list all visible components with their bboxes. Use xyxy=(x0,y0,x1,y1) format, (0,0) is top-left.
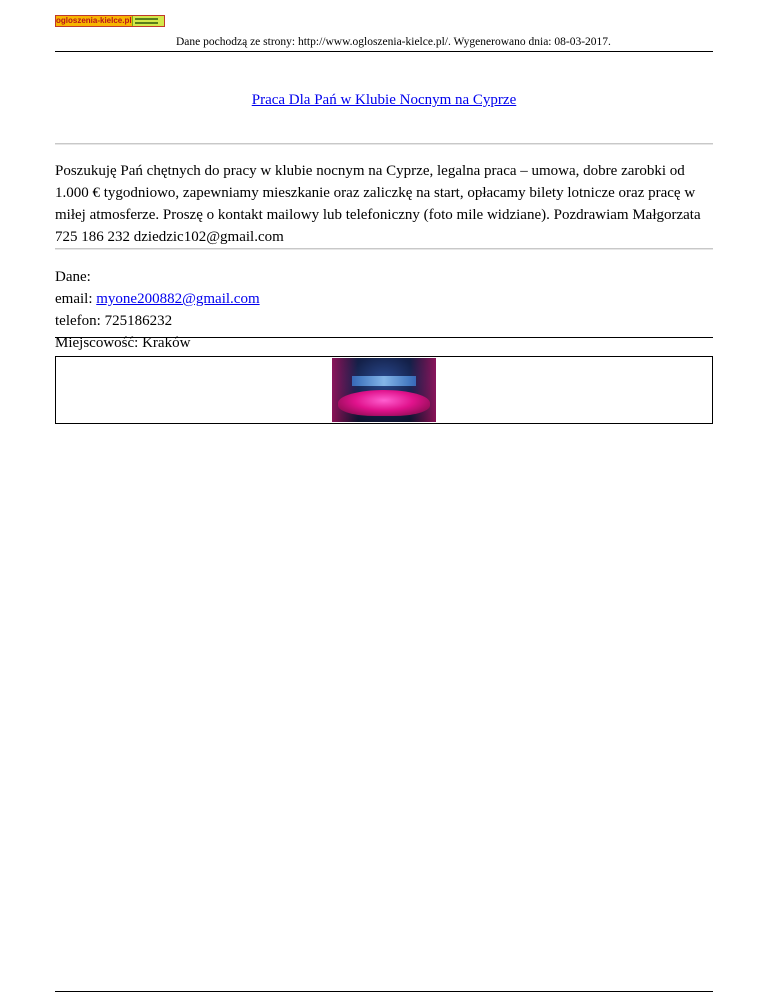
phone-label: telefon: xyxy=(55,313,105,329)
ad-title-link[interactable]: Praca Dla Pań w Klubie Nocnym na Cyprze xyxy=(251,92,517,108)
title-divider xyxy=(55,143,713,145)
phone-value: 725186232 xyxy=(104,313,173,329)
contact-heading: Dane: xyxy=(55,269,91,285)
contact-divider xyxy=(55,337,713,338)
city-row xyxy=(55,332,260,354)
phone-row xyxy=(55,310,260,332)
ad-description: Poszukuję Pań chętnych do pracy w klubie nocnym na Cyprze, legalna praca – umowa, dobre zarobki od 1.000 € tygodniowo, zapewniamy mieszkanie oraz zaliczkę na start, opłacamy bilety lotnicze oraz pracę w miłej atmosferze. Proszę o kontakt mailowy lub telefoniczny (foto mile widziane). Pozdrawiam Małgorzata 725 186 232 dziedzic102@gmail.com xyxy=(55,163,701,245)
city-value: Kraków xyxy=(142,335,191,351)
city-label: Miejscowość: xyxy=(55,335,143,351)
photo-container xyxy=(55,356,713,424)
source-line: Dane pochodzą ze strony: http://www.ogloszenia-kielce.pl/. Wygenerowano dnia: 08-03-2017. xyxy=(176,36,611,48)
site-logo xyxy=(55,15,165,27)
header-divider xyxy=(55,51,713,52)
logo-tagline-graphic xyxy=(132,16,164,26)
contact-section xyxy=(55,266,260,354)
description-divider xyxy=(55,248,713,250)
footer-divider xyxy=(55,991,713,992)
email-row xyxy=(55,288,260,310)
email-link[interactable]: myone200882@gmail.com xyxy=(96,291,260,307)
email-label: email: xyxy=(55,291,97,307)
ad-photo[interactable] xyxy=(332,358,436,422)
logo-text: ogloszenia-kielce.pl xyxy=(56,16,132,25)
